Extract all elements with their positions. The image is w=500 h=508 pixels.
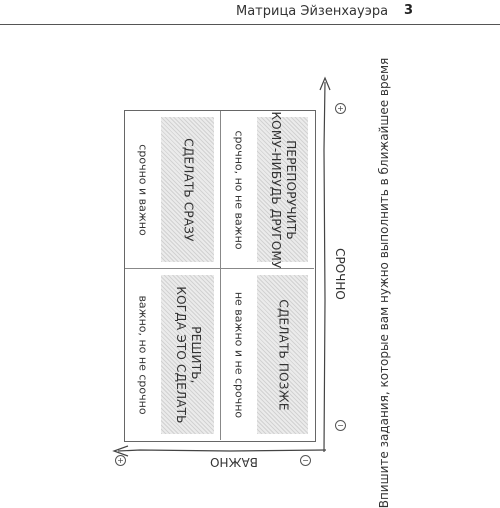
importance-axis-line: [118, 450, 326, 451]
plus-sign-important: +: [115, 455, 126, 466]
quadrant-label: срочно и важно: [136, 143, 150, 236]
quadrant-action-line: КОМУ-НИБУДЬ ДРУГОМУ: [268, 110, 283, 269]
quadrant-action-line: РЕШИТЬ,: [188, 325, 203, 384]
plus-sign-urgent: +: [335, 103, 346, 114]
quadrant-not-important-not-urgent: [221, 269, 314, 440]
eisenhower-matrix: [124, 110, 316, 442]
importance-axis-label: ВАЖНО: [210, 455, 258, 469]
quadrant-action: СДЕЛАТЬ ПОЗЖЕ: [276, 298, 290, 411]
quadrant-action: СДЕЛАТЬ СРАЗУ: [181, 137, 195, 242]
quadrant-action: [173, 286, 203, 423]
quadrant-action: [268, 111, 298, 268]
quadrant-important-not-urgent: [125, 269, 221, 440]
quadrant-action-line: КОГДА ЭТО СДЕЛАТЬ: [173, 285, 188, 424]
page-number: 3: [404, 3, 414, 18]
quadrant-label: срочно, но не важно: [232, 129, 246, 250]
minus-sign-important: −: [300, 455, 311, 466]
running-title: Матрица Эйзенхауэра: [236, 4, 389, 19]
quadrant-action-line: ПЕРЕПОРУЧИТЬ: [283, 139, 298, 240]
quadrant-urgent-important: [125, 111, 221, 269]
urgency-axis-label: СРОЧНО: [333, 248, 347, 300]
quadrant-urgent-not-important: [221, 111, 314, 269]
quadrant-label: не важно и не срочно: [232, 291, 246, 418]
minus-sign-urgent: −: [335, 420, 346, 431]
quadrant-label: важно, но не срочно: [136, 294, 150, 415]
instruction-text: Впишите задания, которые вам нужно выполнить в ближайшее время: [377, 57, 391, 508]
urgency-axis-line: [324, 82, 325, 452]
